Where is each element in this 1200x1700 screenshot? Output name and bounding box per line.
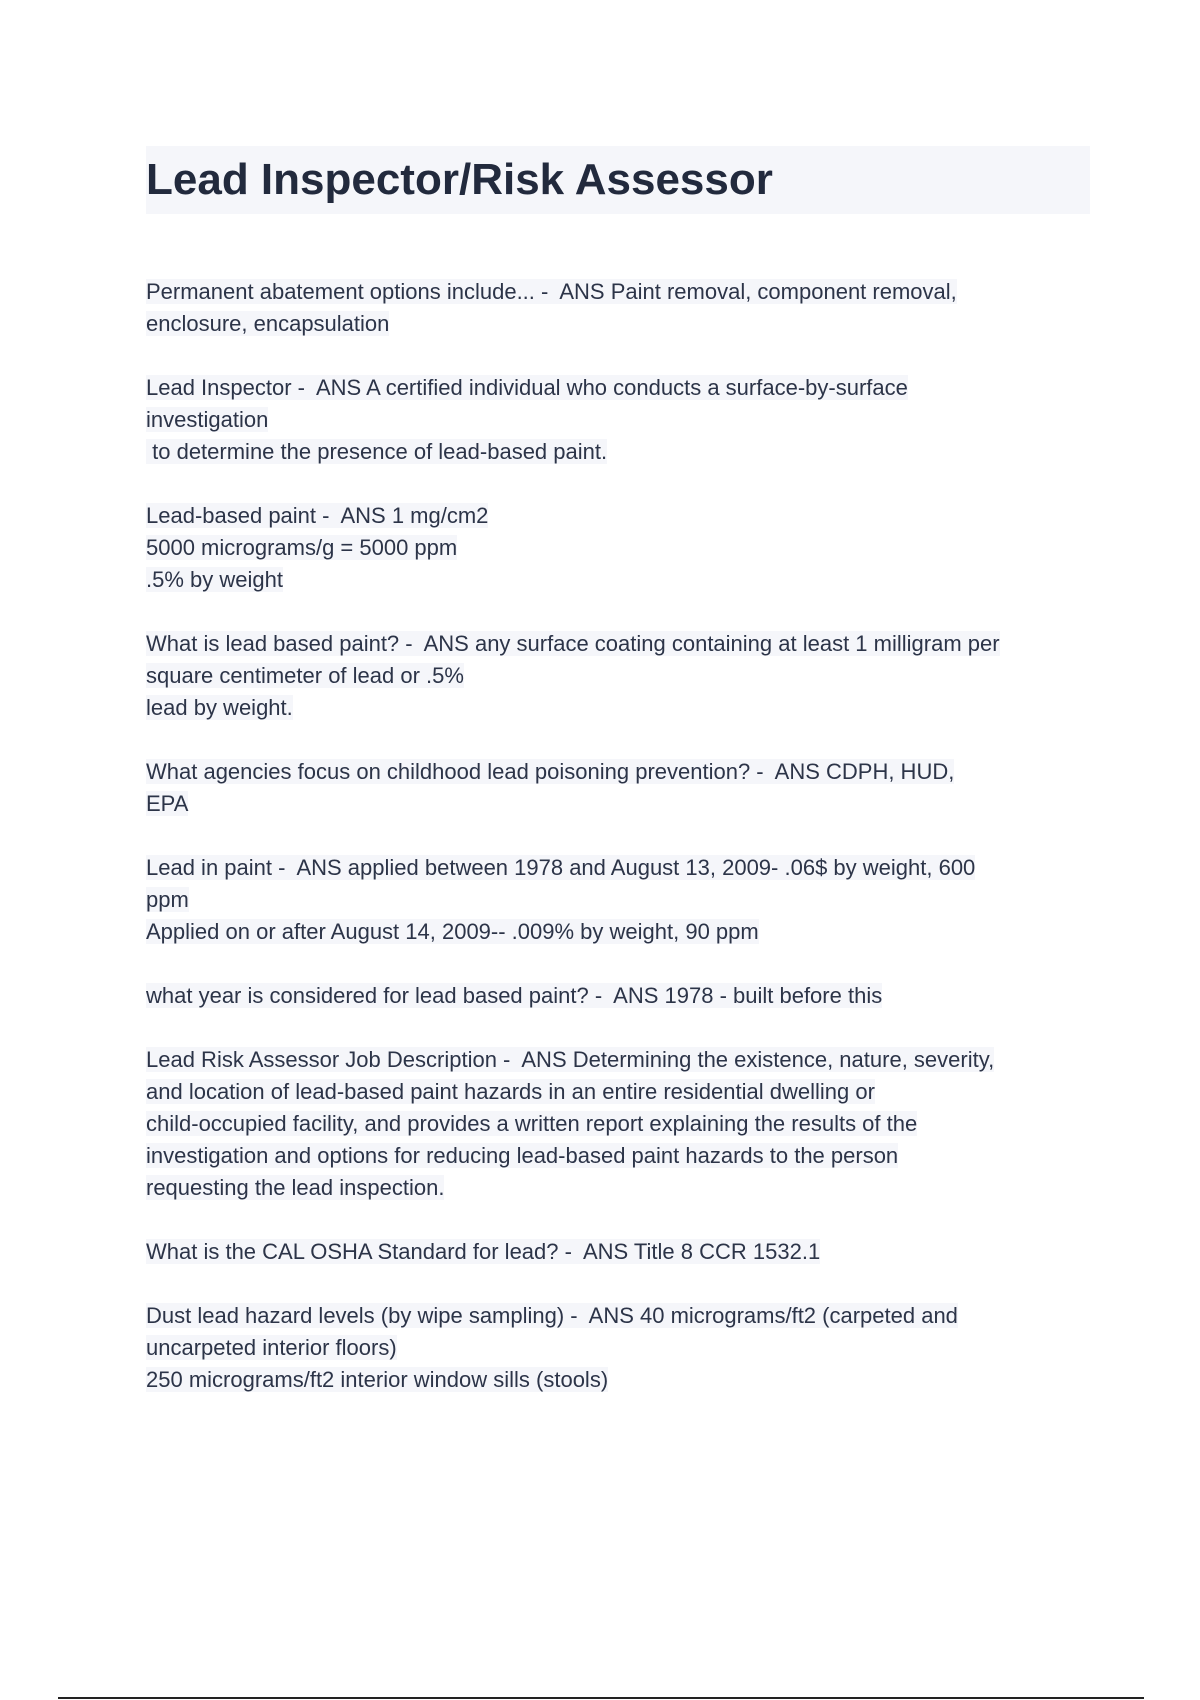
title-banner <box>146 146 1090 214</box>
qa-line-text: What is the CAL OSHA Standard for lead? - ANS Title 8 CCR 1532.1 <box>146 1239 821 1264</box>
qa-line <box>146 1108 1090 1140</box>
qa-line <box>146 628 1090 660</box>
qa-line <box>146 1140 1090 1172</box>
qa-entry <box>146 1044 1090 1204</box>
qa-line <box>146 308 1090 340</box>
qa-entry <box>146 628 1090 724</box>
qa-line-text: investigation and options for reducing lead-based paint hazards to the person <box>146 1143 899 1168</box>
footer-divider <box>58 1697 1144 1699</box>
qa-line-text: Dust lead hazard levels (by wipe sampling) - ANS 40 micrograms/ft2 (carpeted and <box>146 1303 958 1328</box>
qa-line <box>146 564 1090 596</box>
qa-line-text: Lead-based paint - ANS 1 mg/cm2 <box>146 503 489 528</box>
qa-entry <box>146 1300 1090 1396</box>
qa-line <box>146 1044 1090 1076</box>
qa-line-text: Lead Inspector - ANS A certified individual who conducts a surface-by-surface <box>146 375 908 400</box>
qa-entry <box>146 372 1090 468</box>
qa-line-text: ppm <box>146 887 189 912</box>
qa-line-text: Lead in paint - ANS applied between 1978 and August 13, 2009- .06$ by weight, 600 <box>146 855 976 880</box>
qa-line-text: to determine the presence of lead-based paint. <box>146 439 608 464</box>
qa-line <box>146 916 1090 948</box>
qa-line-text: requesting the lead inspection. <box>146 1175 445 1200</box>
qa-entry <box>146 756 1090 820</box>
qa-line <box>146 884 1090 916</box>
qa-line-text: uncarpeted interior floors) <box>146 1335 397 1360</box>
qa-line <box>146 436 1090 468</box>
qa-line-text: lead by weight. <box>146 695 293 720</box>
qa-line-text: .5% by weight <box>146 567 283 592</box>
qa-line <box>146 276 1090 308</box>
qa-line-text: enclosure, encapsulation <box>146 311 390 336</box>
qa-line-text: 250 micrograms/ft2 interior window sills (stools) <box>146 1367 609 1392</box>
qa-line <box>146 660 1090 692</box>
qa-line-text: Permanent abatement options include... - ANS Paint removal, component removal, <box>146 279 957 304</box>
qa-line <box>146 532 1090 564</box>
qa-line <box>146 1332 1090 1364</box>
qa-line-text: What is lead based paint? - ANS any surface coating containing at least 1 milligram per <box>146 631 1000 656</box>
qa-line-text: Lead Risk Assessor Job Description - ANS Determining the existence, nature, severity, <box>146 1047 995 1072</box>
qa-line-text: square centimeter of lead or .5% <box>146 663 464 688</box>
qa-line <box>146 1364 1090 1396</box>
page-title: Lead Inspector/Risk Assessor <box>146 155 773 204</box>
qa-line <box>146 1300 1090 1332</box>
qa-line <box>146 852 1090 884</box>
qa-line-text: what year is considered for lead based paint? - ANS 1978 - built before this <box>146 983 883 1008</box>
qa-line <box>146 980 1090 1012</box>
qa-line-text: Applied on or after August 14, 2009-- .009% by weight, 90 ppm <box>146 919 759 944</box>
qa-entry <box>146 980 1090 1012</box>
qa-line-text: child-occupied facility, and provides a written report explaining the results of the <box>146 1111 918 1136</box>
qa-line <box>146 1236 1090 1268</box>
qa-line-text: 5000 micrograms/g = 5000 ppm <box>146 535 458 560</box>
qa-line <box>146 788 1090 820</box>
qa-entry <box>146 500 1090 596</box>
qa-line-text: What agencies focus on childhood lead poisoning prevention? - ANS CDPH, HUD, <box>146 759 955 784</box>
qa-line-text: investigation <box>146 407 269 432</box>
qa-list <box>146 276 1090 1428</box>
qa-entry <box>146 1236 1090 1268</box>
qa-line-text: and location of lead-based paint hazards in an entire residential dwelling or <box>146 1079 875 1104</box>
qa-line <box>146 1172 1090 1204</box>
qa-line-text: EPA <box>146 791 189 816</box>
qa-line <box>146 372 1090 404</box>
qa-line <box>146 500 1090 532</box>
qa-line <box>146 1076 1090 1108</box>
qa-entry <box>146 276 1090 340</box>
qa-line <box>146 692 1090 724</box>
qa-entry <box>146 852 1090 948</box>
qa-line <box>146 404 1090 436</box>
qa-line <box>146 756 1090 788</box>
